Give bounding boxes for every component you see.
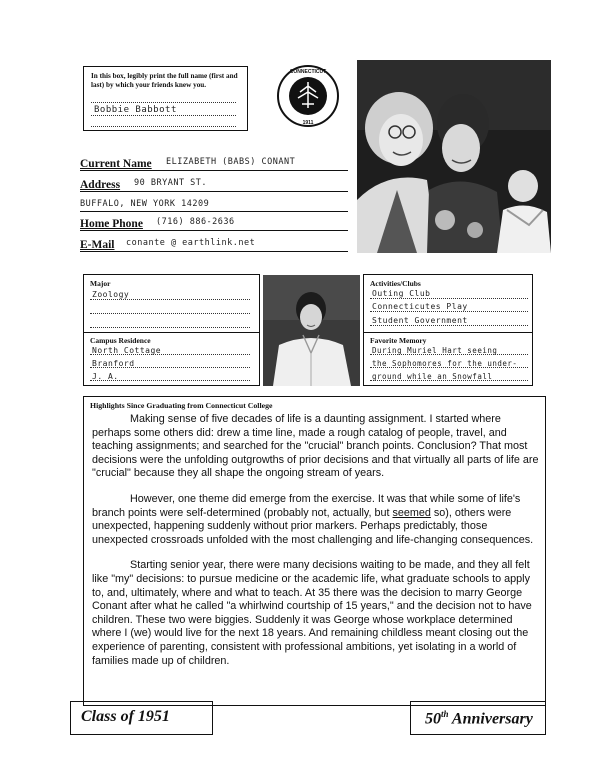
memory-line-1[interactable]: During Muriel Hart seeing <box>372 346 498 355</box>
p2-after: so), others were unexpected, happening suddenly without prior markers. Perhaps predictably, those unexpected crossroads unfolded with the most challenging and life-changing consequences. <box>92 506 534 546</box>
activity-item-1[interactable]: Outing Club <box>372 289 431 298</box>
favorite-memory-label: Favorite Memory <box>370 336 427 345</box>
highlights-box <box>83 396 546 706</box>
highlights-paragraph-2 <box>92 493 540 547</box>
highlights-body <box>92 413 540 680</box>
major-line-3 <box>90 316 250 328</box>
highlights-title: Highlights Since Graduating from Connecticut College <box>90 401 273 410</box>
name-box-dotted-line-3 <box>91 126 236 127</box>
current-name-rule <box>80 170 348 171</box>
anniversary-box <box>410 701 546 735</box>
major-value[interactable]: Zoology <box>92 290 130 299</box>
major-label: Major <box>90 279 111 288</box>
anniversary-suffix: th <box>441 709 449 719</box>
activity-item-3[interactable]: Student Government <box>372 316 468 325</box>
address-label: Address <box>80 179 121 191</box>
home-phone-row <box>80 214 348 232</box>
family-photo <box>357 60 551 253</box>
address-rule-2 <box>80 211 348 212</box>
address-rule-1 <box>80 191 348 192</box>
svg-text:CONNECTICUT: CONNECTICUT <box>289 69 327 75</box>
memory-line-3[interactable]: ground while an Snowfall <box>372 372 493 381</box>
activity-item-2[interactable]: Connecticutes Play <box>372 302 468 311</box>
name-box <box>83 66 248 131</box>
p2-underlined: seemed <box>392 506 431 519</box>
residence-item-2[interactable]: Branford <box>92 359 135 368</box>
class-label: Class of 1951 <box>81 708 170 725</box>
p2-before: However, one theme did emerge from the exercise. It was that while some of life's branch points were self-determined (probably not, actually, but <box>92 492 521 519</box>
memory-line-2[interactable]: the Sophomores for the under- <box>372 359 518 368</box>
anniversary-label <box>425 709 533 728</box>
activities-memory-box <box>363 274 533 386</box>
anniversary-word: Anniversary <box>451 710 533 728</box>
activities-label: Activities/Clubs <box>370 279 421 288</box>
email-row <box>80 235 348 253</box>
current-name-row <box>80 154 348 172</box>
address-line2[interactable]: BUFFALO, NEW YORK 14209 <box>80 199 210 209</box>
address-row <box>80 175 348 193</box>
anniversary-number: 50 <box>425 710 441 728</box>
major-line-2 <box>90 302 250 314</box>
home-phone-label: Home Phone <box>80 218 143 230</box>
class-of-box <box>70 701 213 735</box>
current-name-label: Current Name <box>80 158 152 170</box>
svg-text:1911: 1911 <box>302 120 314 126</box>
address-row-2 <box>80 196 348 214</box>
college-seal-icon <box>276 64 340 128</box>
name-box-instruction: In this box, legibly print the full name (first and last) by which your friends knew you. <box>91 72 238 89</box>
graduation-photo <box>263 275 360 386</box>
name-box-value[interactable]: Bobbie Babbott <box>94 105 177 115</box>
address-line1[interactable]: 90 BRYANT ST. <box>134 178 208 188</box>
name-box-dotted-line-1 <box>91 102 236 103</box>
major-residence-divider <box>84 332 259 333</box>
highlights-paragraph-1: Making sense of five decades of life is a daunting assignment. I started where perhaps some others did: drew a time line, made a rough catalog of people, travel, and teaching assignments; and searched for the "crucial" branch points. Conclusion? That most decisions were the unfolding outgrowths of prior decisions and that virtually all parts of life are "crucial" because they all shape the ongoing stream of years. <box>92 413 539 480</box>
email-rule <box>80 251 348 252</box>
campus-residence-label: Campus Residence <box>90 336 151 345</box>
name-box-dotted-line-2 <box>91 115 236 116</box>
home-phone-value[interactable]: (716) 886-2636 <box>156 217 235 227</box>
major-residence-box <box>83 274 260 386</box>
highlights-paragraph-3: Starting senior year, there were many decisions waiting to be made, and they all felt like "my" decisions: to pursue medicine or the academic life, what graduate schools to apply to, and, ultimately, where and what to teach. At 35 there was the decision to marry George Conant after what he called "a whirlwind courtship of 15 years," and the decision not to have children. These two were biggies. Suddenly it was George whose workplace determined where I (we) would live for the next 18 years. And remaining childless meant closing out the experience of parenting, consistent with professional ambitions, yet isolating in a world of families made up of children. <box>92 559 532 667</box>
home-phone-rule <box>80 230 348 231</box>
activities-memory-divider <box>364 332 532 333</box>
email-label: E-Mail <box>80 239 115 251</box>
residence-item-1[interactable]: North Cottage <box>92 346 162 355</box>
current-name-value[interactable]: ELIZABETH (BABS) CONANT <box>166 157 296 167</box>
email-value[interactable]: conante @ earthlink.net <box>126 238 256 248</box>
residence-item-3[interactable]: J. A. <box>92 372 119 381</box>
